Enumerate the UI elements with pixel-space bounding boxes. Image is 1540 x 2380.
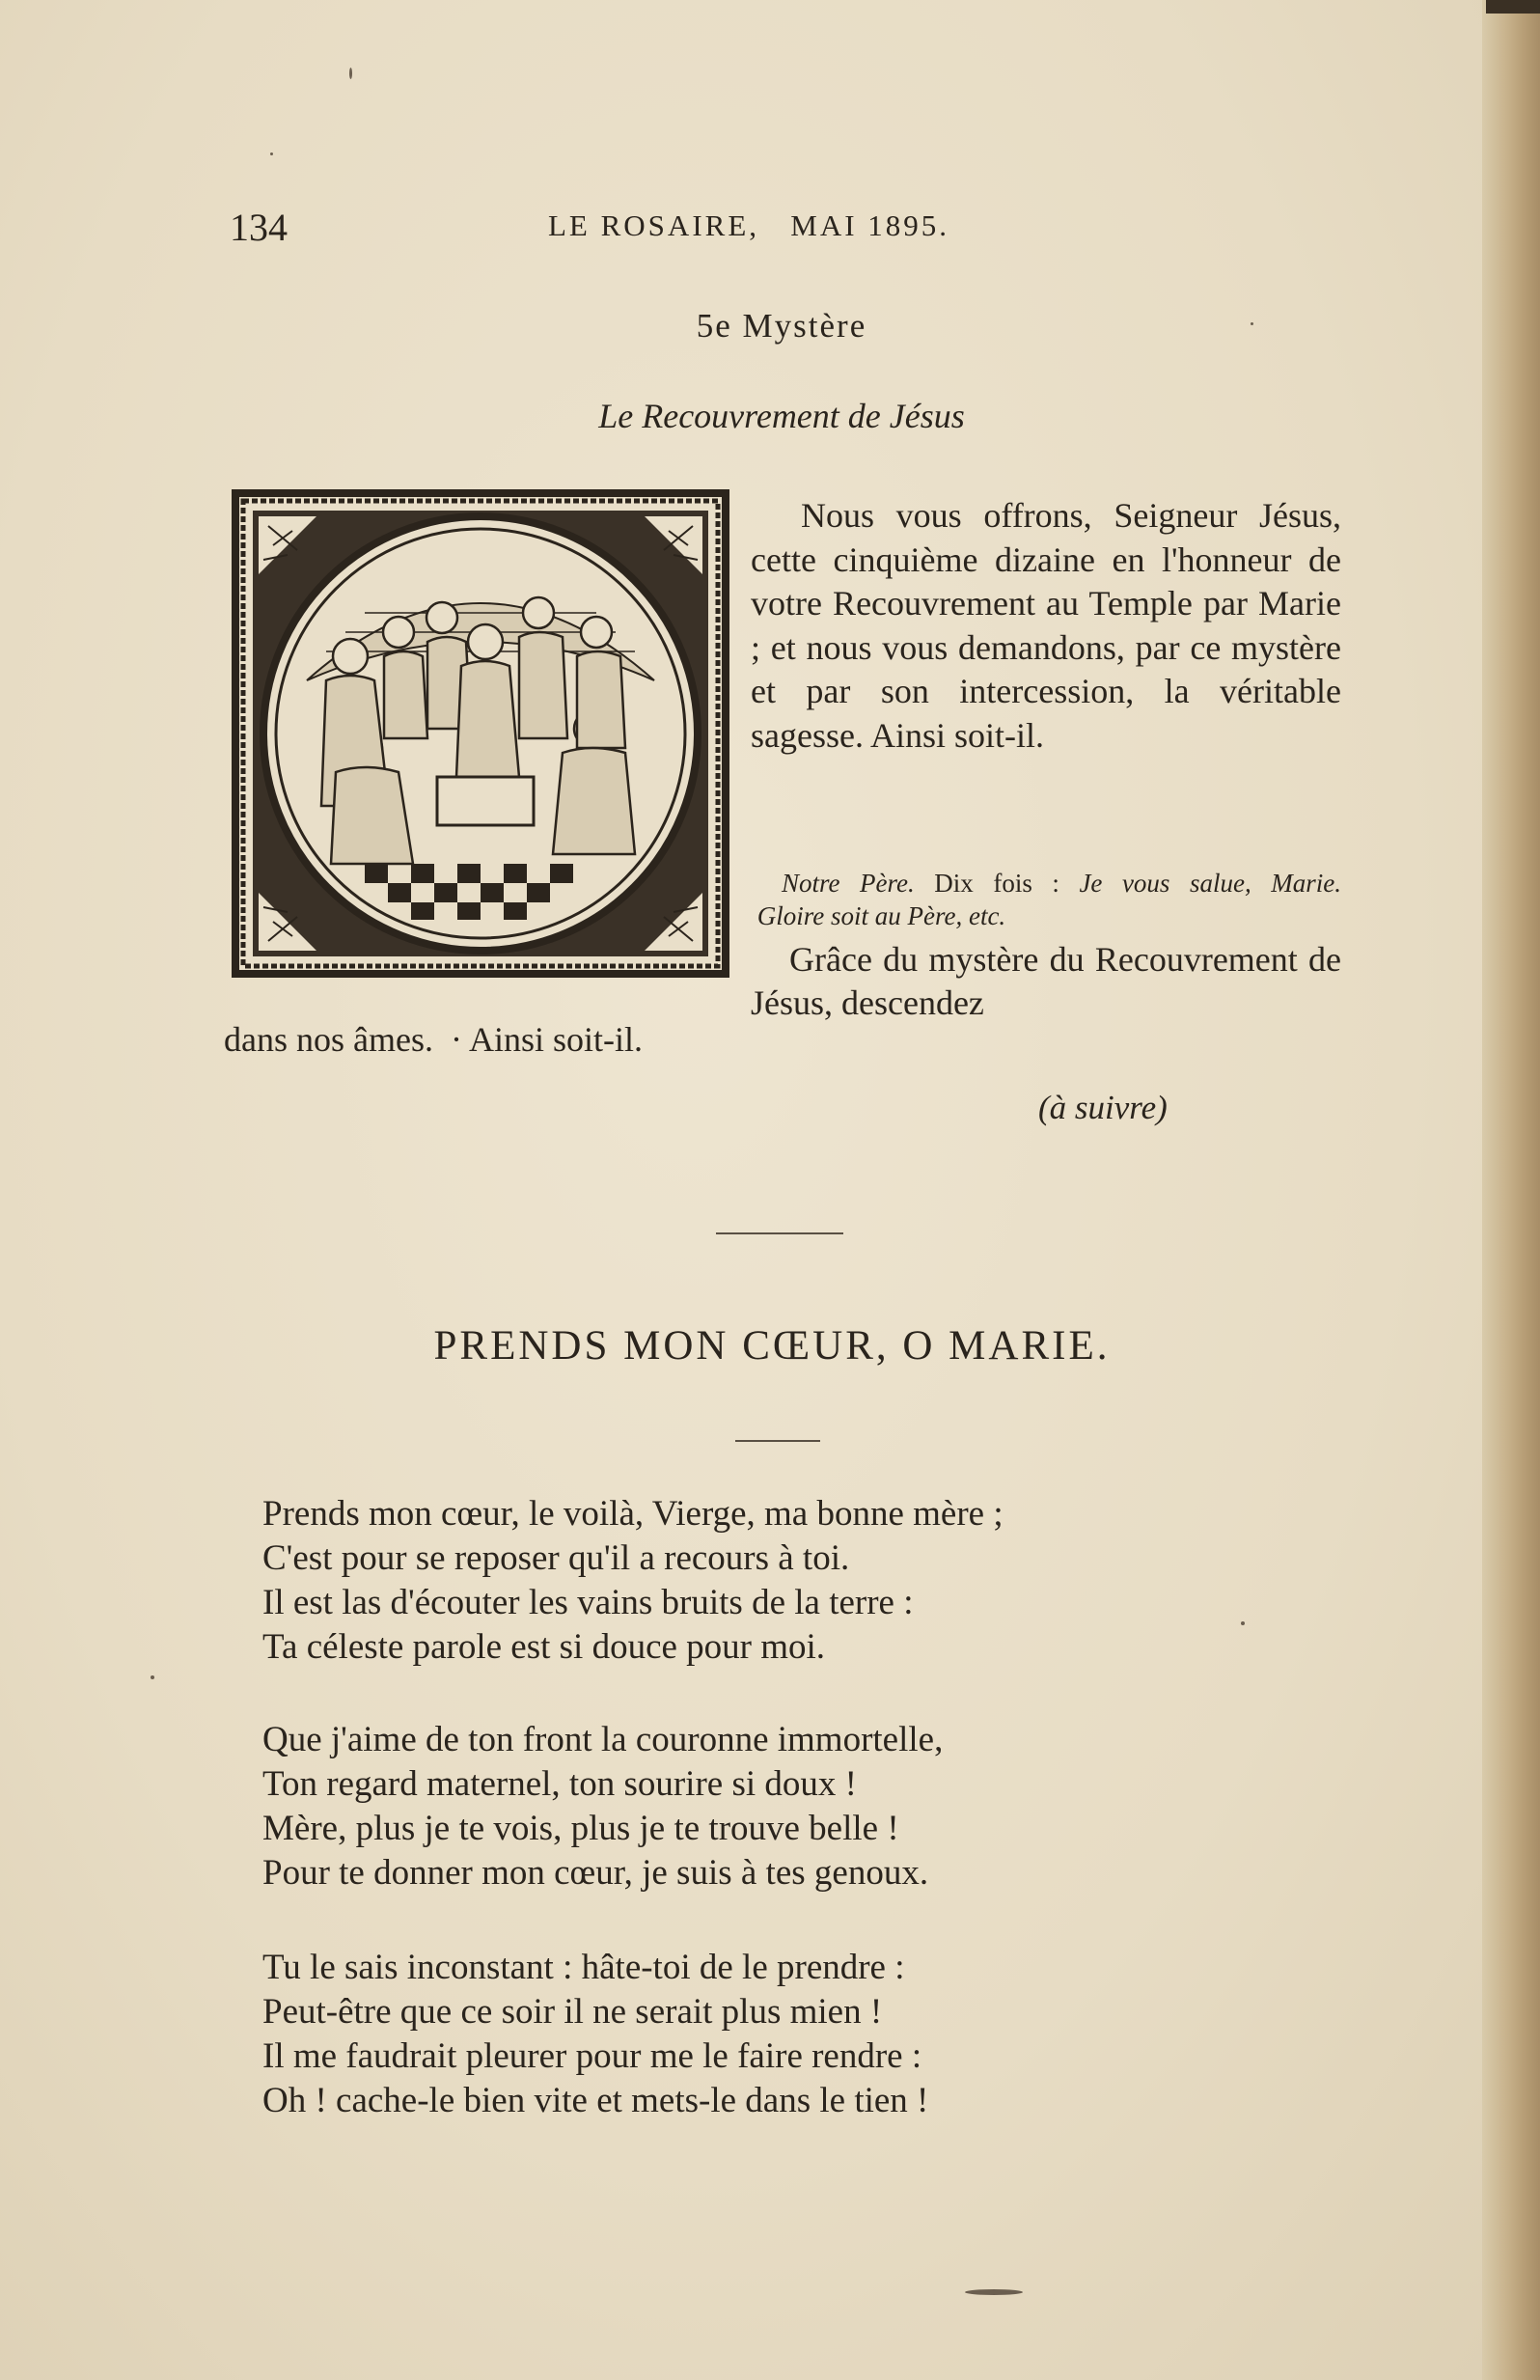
woodcut-illustration [230, 487, 731, 980]
running-title: LE ROSAIRE, MAI 1895. [548, 208, 950, 242]
grace-end: dans nos âmes. · Ainsi soit-il. [224, 1020, 643, 1059]
poem-line: Mère, plus je te vois, plus je te trouve belle ! [262, 1809, 899, 1848]
poem-line: Il est las d'écouter les vains bruits de la terre : [262, 1583, 914, 1622]
page-number: 134 [230, 206, 288, 249]
poem-stanza-2 [262, 1718, 1305, 1896]
poem-line: Il me faudrait pleurer pour me le faire rendre : [262, 2036, 922, 2076]
poem-line: Oh ! cache-le bien vite et mets-le dans le tien ! [262, 2081, 929, 2120]
section-subtitle: Le Recouvrement de Jésus [598, 397, 965, 435]
grace-paragraph [751, 938, 1341, 1025]
rubric [751, 867, 1341, 932]
rubric-dix-fois: Dix fois : [914, 869, 1080, 898]
rubric-notre-pere: Notre Père. [782, 869, 915, 898]
section-divider [716, 1232, 843, 1234]
grace-text: Grâce du mystère du Recouvrement de Jésus, descendez [751, 940, 1341, 1022]
to-be-continued: (à suivre) [1038, 1089, 1168, 1126]
page-corner-shadow [1486, 0, 1540, 14]
poem-stanza-1 [262, 1492, 1305, 1670]
rubric-ave: Je vous salue, Marie. [1079, 869, 1341, 898]
poem-line: Peut-être que ce soir il ne serait plus mien ! [262, 1992, 883, 2032]
poem-stanza-3 [262, 1946, 1305, 2123]
poem-line: Que j'aime de ton front la couronne immortelle, [262, 1720, 944, 1759]
section-heading: 5e Mystère [696, 307, 867, 345]
title-underline [735, 1440, 820, 1442]
poem-line: C'est pour se reposer qu'il a recours à toi. [262, 1538, 850, 1578]
prayer-paragraph [751, 494, 1341, 758]
prayer-text: Nous vous offrons, Seigneur Jésus, cette cinquième dizaine en l'honneur de votre Recouvrement au Temple par Marie ; et nous vous demandons, par ce mystère et par son intercession, la véritable sagesse. Ainsi soit-il. [751, 496, 1341, 755]
rubric-gloire: Gloire soit au Père, etc. [751, 901, 1006, 930]
page-edge-shadow [1482, 0, 1540, 2380]
poem-line: Pour te donner mon cœur, je suis à tes genoux. [262, 1853, 929, 1893]
poem-title: PRENDS MON CŒUR, O MARIE. [433, 1323, 1111, 1369]
poem-line: Prends mon cœur, le voilà, Vierge, ma bonne mère ; [262, 1494, 1004, 1534]
poem-line: Ton regard maternel, ton sourire si doux ! [262, 1764, 857, 1804]
poem-line: Ta céleste parole est si douce pour moi. [262, 1627, 826, 1667]
poem-line: Tu le sais inconstant : hâte-toi de le prendre : [262, 1948, 905, 1987]
